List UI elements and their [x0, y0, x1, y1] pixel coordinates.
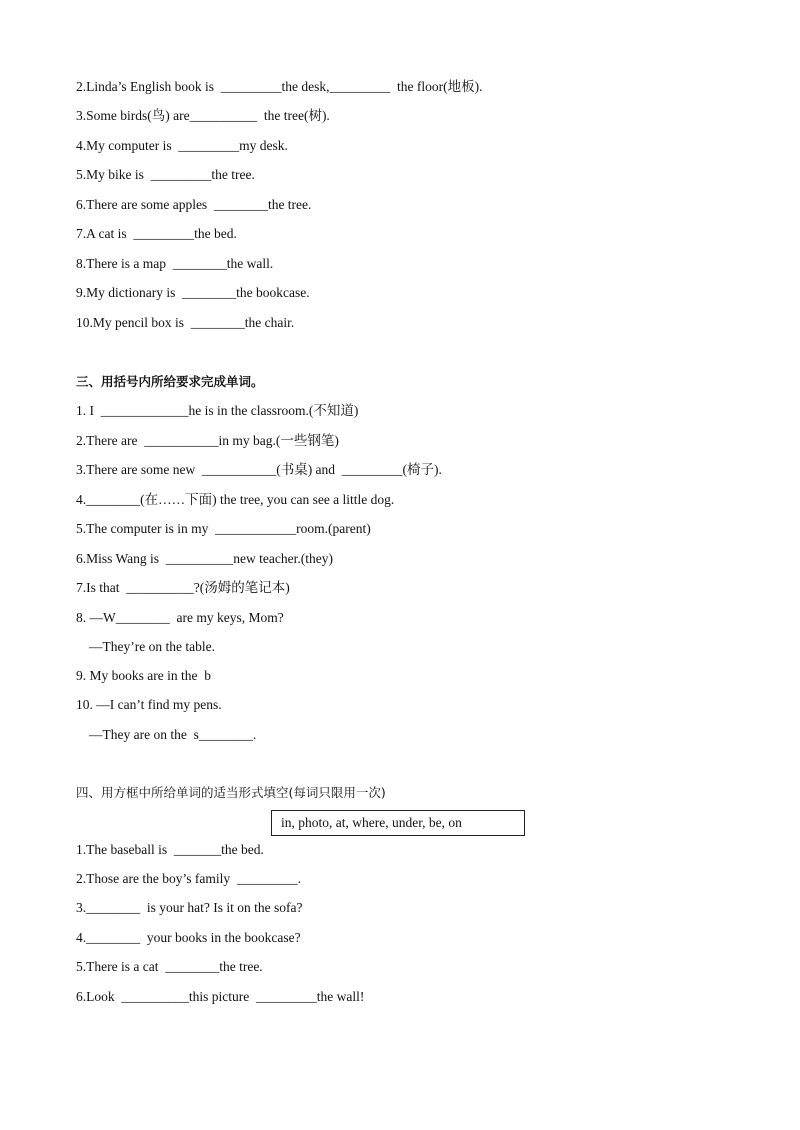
s2-item-8: 8.There is a map ________the wall. [76, 256, 274, 271]
s4-item-6: 6.Look __________this picture _________the wall! [76, 989, 365, 1004]
s3-item-2: 2.There are ___________in my bag.(一些钢笔) [76, 433, 339, 448]
s3-item-4: 4.________(在……下面) the tree, you can see a little dog. [76, 492, 395, 507]
s4-item-5: 5.There is a cat ________the tree. [76, 959, 263, 974]
s2-item-5: 5.My bike is _________the tree. [76, 167, 255, 182]
s3-item-7: 7.Is that __________?(汤姆的笔记本) [76, 580, 290, 595]
s2-item-7: 7.A cat is _________the bed. [76, 226, 237, 241]
s3-item-9: 9. My books are in the b [76, 668, 211, 683]
s4-item-4: 4.________ your books in the bookcase? [76, 930, 301, 945]
section4-heading: 四、用方框中所给单词的适当形式填空(每词只限用一次) [76, 785, 386, 800]
section3-heading: 三、用括号内所给要求完成单词。 [76, 374, 264, 389]
s3-item-1: 1. I _____________he is in the classroom.(不知道) [76, 403, 359, 418]
s2-item-4: 4.My computer is _________my desk. [76, 138, 288, 153]
s3-item-10: 10. —I can’t find my pens. [76, 697, 222, 712]
s2-item-3: 3.Some birds(鸟) are__________ the tree(树). [76, 108, 330, 123]
s3-item-3: 3.There are some new ___________(书桌) and _________(椅子). [76, 462, 442, 477]
s3-item-8: 8. —W________ are my keys, Mom? [76, 610, 284, 625]
s3-item-10-answer: —They are on the s________. [89, 727, 257, 742]
s4-item-1: 1.The baseball is _______the bed. [76, 842, 264, 857]
s2-item-10: 10.My pencil box is ________the chair. [76, 315, 295, 330]
s4-item-2: 2.Those are the boy’s family _________. [76, 871, 301, 886]
word-box: in, photo, at, where, under, be, on [271, 810, 525, 836]
s2-item-6: 6.There are some apples ________the tree. [76, 197, 312, 212]
s4-item-3: 3.________ is your hat? Is it on the sofa? [76, 900, 303, 915]
s3-item-5: 5.The computer is in my ____________room.(parent) [76, 521, 371, 536]
s2-item-2: 2.Linda’s English book is _________the desk,_________ the floor(地板). [76, 79, 483, 94]
s3-item-6: 6.Miss Wang is __________new teacher.(they) [76, 551, 333, 566]
s3-item-8-answer: —They’re on the table. [89, 639, 215, 654]
s2-item-9: 9.My dictionary is ________the bookcase. [76, 285, 310, 300]
